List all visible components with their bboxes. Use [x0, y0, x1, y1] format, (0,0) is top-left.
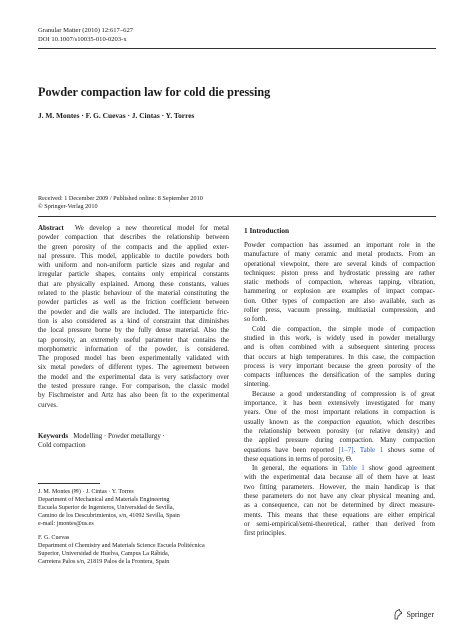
introduction-line: roller press, vacuum pressing, multiaxial compression, and: [244, 306, 435, 315]
introduction-paragraph: [244, 241, 435, 325]
introduction-paragraph: [244, 390, 435, 464]
abstract-line: powder compaction that describes the relationship between: [38, 233, 229, 242]
affiliation-line: Carretera Palos s/n, 21819 Palos de la Frontera, Spain: [38, 559, 170, 565]
author-name: F. G. Cuevas: [85, 111, 126, 120]
keywords-line2: Cold compaction: [38, 441, 86, 450]
abstract-line: We develop a new theoretical model for metal: [74, 224, 229, 232]
introduction-paragraph: [244, 325, 435, 390]
introduction-line: static methods of compaction, whereas tapping, vibration,: [244, 278, 435, 287]
table-reference-link[interactable]: Table 1: [341, 464, 365, 473]
affiliation-line: Camino de los Descubrimientos, s/n, 41092 Sevilla, Spain: [38, 513, 180, 519]
abstract-line: tap porosity, an extremely useful parameter that contains the: [38, 335, 229, 344]
introduction-line: manufacture of many ceramic and metal products. From an: [244, 250, 435, 259]
abstract-heading: Abstract: [38, 224, 64, 232]
introduction-line: tion. Other types of compaction are also available, such as: [244, 296, 435, 305]
introduction-line: techniques: piston press and hydrostatic pressing are rather: [244, 268, 435, 277]
introduction-line: studied in this work, is widely used in powder metallurgy: [244, 333, 435, 342]
springer-horse-icon: [393, 609, 403, 620]
abstract-line: tion is also considered as a kind of constraint that diminishes: [38, 316, 229, 325]
publisher-logo: [393, 609, 434, 620]
affiliation-line: J. M. Montes (✉) · J. Cintas · Y. Torres: [38, 489, 134, 495]
abstract-line: the local pressure borne by the fully dense material. Also the: [38, 326, 229, 335]
introduction-line: sintering.: [244, 380, 271, 389]
keywords-section: [38, 432, 229, 451]
citation-link[interactable]: [1–7]: [338, 445, 354, 454]
introduction-line: or semi-empirical/semi-theoretical, rather than derived from: [244, 519, 435, 528]
journal-header: [38, 26, 133, 44]
author-separator: ·: [79, 111, 86, 120]
received-info: [38, 195, 203, 212]
affiliation-line: Department of Chemistry and Materials Science Escuela Politécnica: [38, 543, 205, 549]
paper-title: Powder compaction law for cold die pressing: [38, 85, 271, 99]
introduction-line: Powder compaction has assumed an important role in the: [244, 241, 435, 249]
abstract-section: [38, 224, 229, 410]
table-reference-link[interactable]: Table 1: [359, 445, 384, 454]
affiliation-block: [38, 534, 229, 566]
introduction-line: these equations in terms of porosity, Θ.: [244, 454, 353, 463]
introduction-line: hammering or explosion are examples of impact compac-: [244, 287, 435, 296]
emphasized-term: compaction equation: [318, 417, 381, 426]
introduction-line: that occurs at high temperatures. In this case, the compaction: [244, 352, 435, 361]
affiliation-line: Superior, Universidad de Huelva, Campus La Rábida,: [38, 551, 170, 557]
journal-citation: Granular Matter (2010) 12:617–627: [38, 27, 134, 34]
introduction-line: importance, it has been extensively investigated for many: [244, 399, 435, 408]
header-rule: [38, 48, 436, 49]
abstract-line: The proposed model has been experimentally validated with: [38, 354, 229, 363]
abstract-line: the green porosity of the compacts and the applied exter-: [38, 242, 229, 251]
introduction-line: operational viewpoint, there are several kinds of compaction: [244, 259, 435, 268]
introduction-line: as a consequence, can not be determined by direct measure-: [244, 501, 435, 510]
abstract-line: the powder and die walls are included. The interparticle fric-: [38, 307, 229, 316]
abstract-line: with uniform and non-uniform particle sizes and regular and: [38, 261, 229, 270]
author-name: Y. Torres: [165, 111, 195, 120]
publisher-name: Springer: [406, 610, 434, 619]
keywords-heading: Keywords: [38, 432, 69, 440]
abstract-line: powder particles as well as the friction coefficient between: [38, 298, 229, 307]
author-name: J. Cintas: [131, 111, 160, 120]
abstract-line: nal pressure. This model, applicable to ductile powders both: [38, 251, 229, 260]
introduction-line: the applied pressure during compaction. Many compaction: [244, 436, 435, 445]
introduction-line: with the experimental data because all of them have at least: [244, 473, 435, 482]
introduction-line: compacts influences the densification of the samples during: [244, 371, 435, 380]
introduction-body: [244, 241, 435, 539]
received-dates: Received: 1 December 2009 / Published online: 8 September 2010: [38, 195, 203, 202]
introduction-line: usually known as the compaction equation, which describes: [244, 417, 435, 426]
front-matter-rule: [38, 216, 436, 217]
introduction-line: first principles.: [244, 529, 287, 538]
introduction-line: Cold die compaction, the simple mode of compaction: [252, 324, 435, 333]
abstract-line: the tested pressure range. For comparison, the classic model: [38, 382, 229, 391]
abstract-line: morphometric information of the powder, is considered.: [38, 344, 229, 353]
section-heading-introduction: 1 Introduction: [244, 226, 290, 235]
author-separator: ·: [125, 111, 132, 120]
introduction-line: years. One of the most important relations in compaction is: [244, 408, 435, 417]
abstract-line: the model and the experimental data is very satisfactory over: [38, 372, 229, 381]
author-list: [38, 111, 194, 120]
introduction-line: two fitting parameters. However, the main handicap is that: [244, 482, 435, 491]
affiliation-line: Escuela Superior de Ingenieros, Universidad de Sevilla,: [38, 505, 175, 511]
introduction-line: ments. This means that these equations are either empirical: [244, 510, 435, 519]
introduction-line: Because a good understanding of compression is of great: [252, 389, 435, 398]
abstract-line: six metal powders of different types. The agreement between: [38, 363, 229, 372]
introduction-line: so forth.: [244, 315, 268, 324]
introduction-line: the relationship between porosity (or relative density) and: [244, 426, 435, 435]
footnote-rule: [38, 483, 100, 484]
journal-doi: DOI 10.1007/s10035-010-0203-x: [38, 36, 127, 43]
copyright-line: © Springer-Verlag 2010: [38, 203, 98, 211]
keywords-line1: Modelling · Powder metallurgy ·: [73, 432, 165, 440]
affiliation-line: Department of Mechanical and Materials Engineering: [38, 497, 170, 503]
abstract-line: curves.: [38, 400, 58, 409]
abstract-line: irregular particle shapes, contains only empirical constants: [38, 270, 229, 279]
affiliation-block: [38, 488, 229, 528]
introduction-line: these parameters do not have any clear physical meaning and,: [244, 492, 435, 501]
author-name: J. M. Montes: [38, 111, 80, 120]
introduction-line: and is often combined with a subsequent sintering process: [244, 343, 435, 352]
affiliations: [38, 488, 229, 572]
affiliation-line: F. G. Cuevas: [38, 535, 70, 541]
introduction-line: In general, the equations in Table 1 show good agreement: [252, 464, 435, 473]
author-separator: ·: [159, 111, 166, 120]
introduction-line: equations have been reported [1–7]. Table 1 shows some of: [244, 445, 435, 454]
abstract-line: that are physically explained. Among these constants, values: [38, 279, 229, 288]
introduction-line: process is very important because the green porosity of the: [244, 361, 435, 370]
author-email[interactable]: e-mail: jmontes@us.es: [38, 521, 94, 527]
abstract-line: related to the plastic behaviour of the material constituting the: [38, 289, 229, 298]
abstract-first-line: [38, 224, 229, 233]
abstract-line: by Fischmeister and Artz has also been fit to the experimental: [38, 391, 229, 400]
introduction-paragraph: [244, 464, 435, 538]
